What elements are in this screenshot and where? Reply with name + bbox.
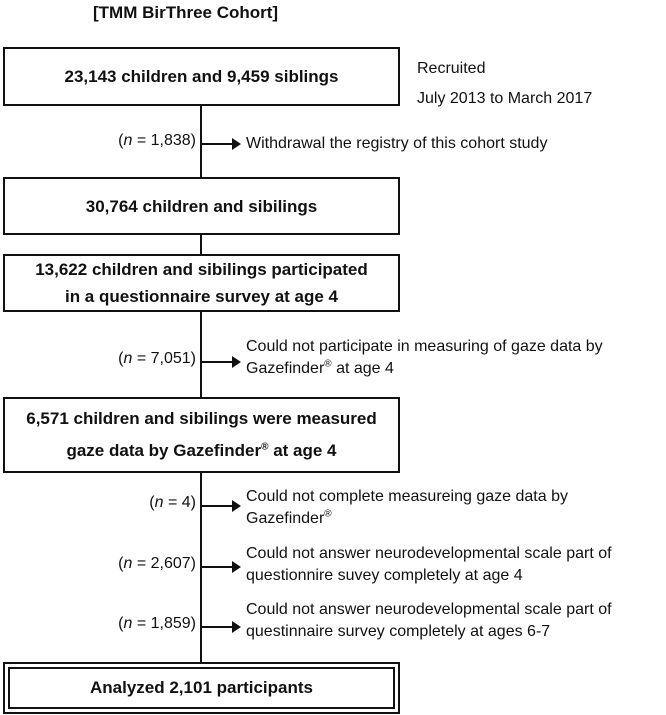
flow-line xyxy=(200,234,202,254)
cohort-title: [TMM BirThree Cohort] xyxy=(93,3,279,22)
questionnaire-box xyxy=(3,254,400,312)
enrolled-box xyxy=(3,177,400,235)
exclusion-text: Could not complete measureing gaze data by Gazefinder® xyxy=(246,488,568,527)
exclusion-count: (n = 1,838) xyxy=(118,132,196,149)
questionnaire-line2: in a questionnaire survey at age 4 xyxy=(64,287,339,306)
flow-line xyxy=(200,311,202,397)
exclusion-count: (n = 7,051) xyxy=(118,350,196,367)
questionnaire-line1: 13,622 children and sibilings participated xyxy=(35,260,368,279)
recruited-text: 23,143 children and 9,459 siblings xyxy=(64,67,339,86)
recruitment-period: July 2013 to March 2017 xyxy=(417,90,593,107)
recruitment-label: Recruited xyxy=(417,60,486,77)
exclusion-arrow xyxy=(201,566,237,568)
recruitment-note xyxy=(417,56,592,112)
gaze-measured-box xyxy=(3,397,400,473)
exclusion-arrow xyxy=(201,361,237,363)
recruited-box xyxy=(3,47,400,106)
exclusion-count: (n = 1,859) xyxy=(118,615,196,632)
gaze-measured-line1: 6,571 children and sibilings were measured xyxy=(26,409,377,428)
exclusion-arrow xyxy=(201,626,237,628)
exclusion-text: Could not answer neurodevelopmental scale part of questinnaire survey completely at ages 6-7 xyxy=(246,601,612,640)
exclusion-text: Withdrawal the registry of this cohort study xyxy=(246,135,548,152)
exclusion-arrow xyxy=(201,143,237,145)
exclusion-arrow xyxy=(201,505,237,507)
exclusion-count: (n = 4) xyxy=(149,494,196,511)
enrolled-text: 30,764 children and sibilings xyxy=(85,196,318,216)
gaze-measured-line2: gaze data by Gazefinder® at age 4 xyxy=(66,441,337,460)
exclusion-text: Could not answer neurodevelopmental scale part of questionnire suvey completely at age 4 xyxy=(246,545,612,584)
exclusion-text: Could not participate in measuring of gaze data by Gazefinder® at age 4 xyxy=(246,338,603,377)
analyzed-text: Analyzed 2,101 participants xyxy=(90,678,313,697)
exclusion-count: (n = 2,607) xyxy=(118,555,196,572)
flow-line xyxy=(200,105,202,177)
